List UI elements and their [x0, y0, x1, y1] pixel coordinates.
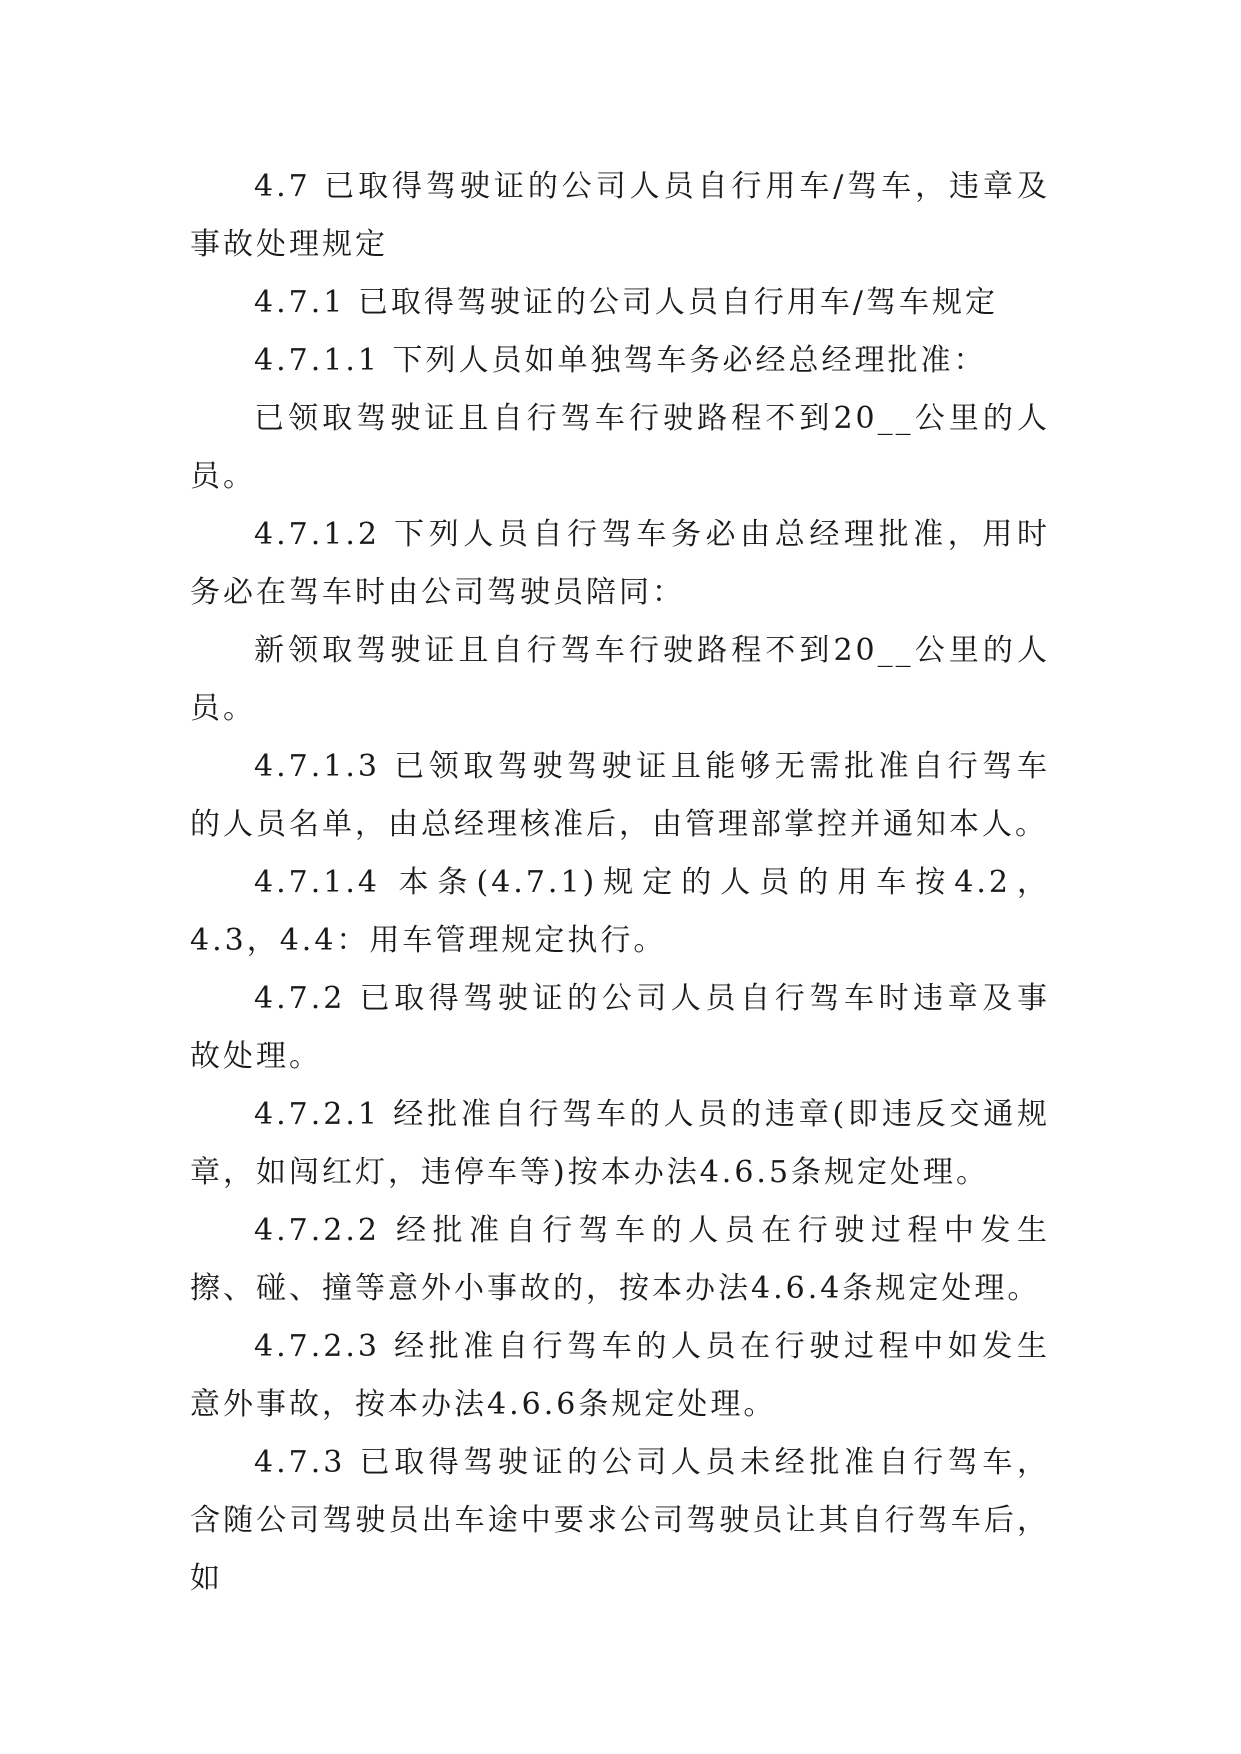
paragraph-4-7-1-1: 4.7.1.1 下列人员如单独驾车务必经总经理批准：	[254, 343, 987, 378]
paragraph-4-7-2-3: 4.7.2.3 经批准自行驾车的人员在行驶过程中如发生意外事故，按本办法4.6.6条规定处理。	[190, 1329, 1050, 1422]
document-body	[190, 158, 1050, 1608]
paragraph-4-7-1-3: 4.7.1.3 已领取驾驶驾驶证且能够无需批准自行驾车的人员名单，由总经理核准后，由管理部掌控并通知本人。	[190, 749, 1050, 842]
paragraph-heading-4-7: 4.7 已取得驾驶证的公司人员自行用车/驾车，违章及事故处理规定	[190, 169, 1050, 262]
paragraph-heading-4-7-2: 4.7.2 已取得驾驶证的公司人员自行驾车时违章及事故处理。	[190, 981, 1050, 1074]
paragraph-4-7-2-2: 4.7.2.2 经批准自行驾车的人员在行驶过程中发生擦、碰、撞等意外小事故的，按本办法4.6.4条规定处理。	[190, 1213, 1050, 1306]
paragraph-4-7-1-4: 4.7.1.4 本条(4.7.1)规定的人员的用车按4.2，4.3，4.4：用车管理规定执行。	[190, 865, 1050, 958]
paragraph-heading-4-7-1: 4.7.1 已取得驾驶证的公司人员自行用车/驾车规定	[254, 285, 998, 320]
paragraph-4-7-1-2-detail: 新领取驾驶证且自行驾车行驶路程不到20__公里的人员。	[190, 633, 1050, 726]
paragraph-4-7-3: 4.7.3 已取得驾驶证的公司人员未经批准自行驾车，含随公司驾驶员出车途中要求公司驾驶员让其自行驾车后，如	[190, 1445, 1050, 1596]
paragraph-4-7-2-1: 4.7.2.1 经批准自行驾车的人员的违章(即违反交通规章，如闯红灯，违停车等)按本办法4.6.5条规定处理。	[190, 1097, 1050, 1190]
paragraph-4-7-1-2: 4.7.1.2 下列人员自行驾车务必由总经理批准，用时务必在驾车时由公司驾驶员陪同：	[190, 517, 1050, 610]
paragraph-4-7-1-1-detail: 已领取驾驶证且自行驾车行驶路程不到20__公里的人员。	[190, 401, 1050, 494]
